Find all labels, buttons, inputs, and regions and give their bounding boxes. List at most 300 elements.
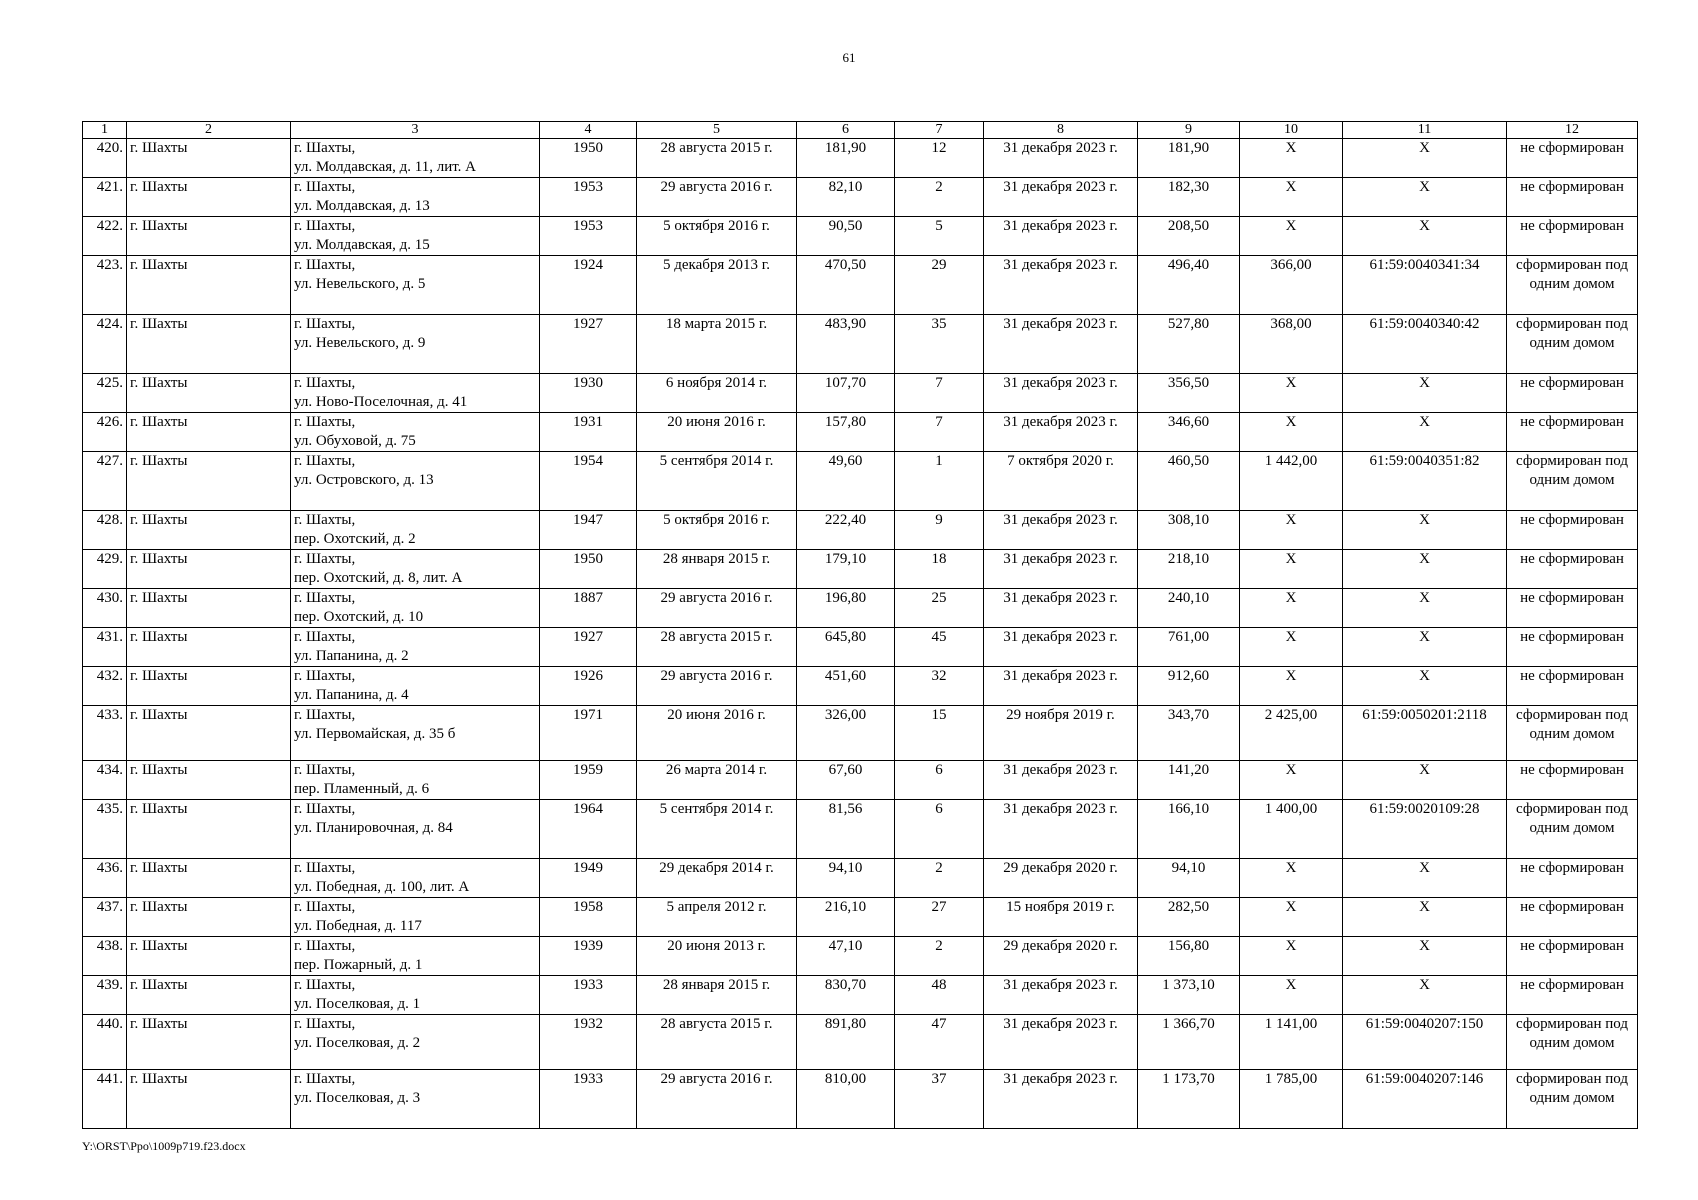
deadline-cell: 31 декабря 2023 г. <box>984 413 1138 452</box>
row-number: 426. <box>83 413 127 452</box>
area-cell: 216,10 <box>797 898 895 937</box>
address-cell <box>291 706 540 761</box>
residents-cell: 6 <box>895 761 984 800</box>
residents-cell: 1 <box>895 452 984 511</box>
year-cell: 1953 <box>540 217 637 256</box>
land-area-cell: 1 141,00 <box>1240 1015 1343 1070</box>
city-cell: г. Шахты <box>127 550 291 589</box>
address-city-line: г. Шахты, <box>294 512 356 528</box>
area-cell: 483,90 <box>797 315 895 374</box>
address-city-line: г. Шахты, <box>294 414 356 430</box>
residents-cell: 2 <box>895 178 984 217</box>
deadline-cell: 29 декабря 2020 г. <box>984 937 1138 976</box>
row-number: 427. <box>83 452 127 511</box>
table-row <box>83 217 1638 256</box>
address-street-line: ул. Невельского, д. 9 <box>294 335 426 351</box>
city-cell: г. Шахты <box>127 667 291 706</box>
land-area-cell: Х <box>1240 511 1343 550</box>
deadline-cell: 31 декабря 2023 г. <box>984 589 1138 628</box>
cadastral-number-cell: Х <box>1343 859 1507 898</box>
total-area-cell: 308,10 <box>1138 511 1240 550</box>
year-cell: 1931 <box>540 413 637 452</box>
table-row <box>83 550 1638 589</box>
table-row <box>83 256 1638 315</box>
year-cell: 1949 <box>540 859 637 898</box>
cadastral-number-cell: Х <box>1343 589 1507 628</box>
land-area-cell: Х <box>1240 178 1343 217</box>
column-number-row <box>83 122 1638 139</box>
date-cell: 20 июня 2013 г. <box>637 937 797 976</box>
land-area-cell: 1 400,00 <box>1240 800 1343 859</box>
land-status-cell: сформирован под одним домом <box>1507 315 1638 374</box>
land-area-cell: Х <box>1240 937 1343 976</box>
city-cell: г. Шахты <box>127 315 291 374</box>
area-cell: 82,10 <box>797 178 895 217</box>
table-row <box>83 761 1638 800</box>
address-cell <box>291 1015 540 1070</box>
row-number: 437. <box>83 898 127 937</box>
address-city-line: г. Шахты, <box>294 453 356 469</box>
residents-cell: 15 <box>895 706 984 761</box>
land-area-cell: 368,00 <box>1240 315 1343 374</box>
deadline-cell: 31 декабря 2023 г. <box>984 761 1138 800</box>
year-cell: 1927 <box>540 315 637 374</box>
city-cell: г. Шахты <box>127 217 291 256</box>
deadline-cell: 31 декабря 2023 г. <box>984 800 1138 859</box>
total-area-cell: 156,80 <box>1138 937 1240 976</box>
housing-registry-table <box>82 121 1638 1129</box>
cadastral-number-cell: 61:59:0020109:28 <box>1343 800 1507 859</box>
total-area-cell: 181,90 <box>1138 139 1240 178</box>
address-street-line: пер. Охотский, д. 2 <box>294 531 416 547</box>
city-cell: г. Шахты <box>127 706 291 761</box>
row-number: 430. <box>83 589 127 628</box>
residents-cell: 47 <box>895 1015 984 1070</box>
land-area-cell: Х <box>1240 761 1343 800</box>
year-cell: 1939 <box>540 937 637 976</box>
address-street-line: ул. Обуховой, д. 75 <box>294 433 416 449</box>
land-area-cell: Х <box>1240 976 1343 1015</box>
year-cell: 1933 <box>540 976 637 1015</box>
city-cell: г. Шахты <box>127 256 291 315</box>
residents-cell: 32 <box>895 667 984 706</box>
date-cell: 29 августа 2016 г. <box>637 589 797 628</box>
cadastral-number-cell: Х <box>1343 937 1507 976</box>
residents-cell: 35 <box>895 315 984 374</box>
date-cell: 5 октября 2016 г. <box>637 511 797 550</box>
date-cell: 20 июня 2016 г. <box>637 706 797 761</box>
year-cell: 1950 <box>540 550 637 589</box>
land-status-cell: сформирован под одним домом <box>1507 256 1638 315</box>
cadastral-number-cell: 61:59:0040351:82 <box>1343 452 1507 511</box>
row-number: 436. <box>83 859 127 898</box>
table-row <box>83 706 1638 761</box>
total-area-cell: 1 373,10 <box>1138 976 1240 1015</box>
address-cell <box>291 859 540 898</box>
cadastral-number-cell: Х <box>1343 178 1507 217</box>
row-number: 431. <box>83 628 127 667</box>
table-row <box>83 413 1638 452</box>
table-row <box>83 628 1638 667</box>
city-cell: г. Шахты <box>127 452 291 511</box>
land-area-cell: 1 442,00 <box>1240 452 1343 511</box>
land-status-cell: не сформирован <box>1507 667 1638 706</box>
address-street-line: ул. Папанина, д. 2 <box>294 648 409 664</box>
address-street-line: пер. Пожарный, д. 1 <box>294 957 423 973</box>
column-header: 2 <box>127 122 291 139</box>
total-area-cell: 282,50 <box>1138 898 1240 937</box>
land-status-cell: не сформирован <box>1507 976 1638 1015</box>
row-number: 439. <box>83 976 127 1015</box>
address-street-line: пер. Пламенный, д. 6 <box>294 781 430 797</box>
city-cell: г. Шахты <box>127 898 291 937</box>
residents-cell: 6 <box>895 800 984 859</box>
land-area-cell: Х <box>1240 217 1343 256</box>
city-cell: г. Шахты <box>127 1070 291 1129</box>
address-cell <box>291 898 540 937</box>
row-number: 421. <box>83 178 127 217</box>
cadastral-number-cell: Х <box>1343 550 1507 589</box>
land-area-cell: Х <box>1240 859 1343 898</box>
address-cell <box>291 937 540 976</box>
land-status-cell: не сформирован <box>1507 374 1638 413</box>
land-status-cell: не сформирован <box>1507 217 1638 256</box>
address-city-line: г. Шахты, <box>294 938 356 954</box>
cadastral-number-cell: Х <box>1343 761 1507 800</box>
cadastral-number-cell: Х <box>1343 976 1507 1015</box>
city-cell: г. Шахты <box>127 800 291 859</box>
cadastral-number-cell: Х <box>1343 628 1507 667</box>
date-cell: 26 марта 2014 г. <box>637 761 797 800</box>
table-row <box>83 898 1638 937</box>
date-cell: 5 декабря 2013 г. <box>637 256 797 315</box>
land-area-cell: Х <box>1240 374 1343 413</box>
row-number: 425. <box>83 374 127 413</box>
area-cell: 90,50 <box>797 217 895 256</box>
area-cell: 47,10 <box>797 937 895 976</box>
row-number: 428. <box>83 511 127 550</box>
year-cell: 1947 <box>540 511 637 550</box>
total-area-cell: 166,10 <box>1138 800 1240 859</box>
land-area-cell: Х <box>1240 139 1343 178</box>
row-number: 422. <box>83 217 127 256</box>
table-row <box>83 937 1638 976</box>
address-cell <box>291 178 540 217</box>
deadline-cell: 31 декабря 2023 г. <box>984 976 1138 1015</box>
cadastral-number-cell: Х <box>1343 413 1507 452</box>
date-cell: 28 августа 2015 г. <box>637 1015 797 1070</box>
residents-cell: 27 <box>895 898 984 937</box>
residents-cell: 5 <box>895 217 984 256</box>
land-status-cell: не сформирован <box>1507 859 1638 898</box>
land-status-cell: сформирован под одним домом <box>1507 452 1638 511</box>
deadline-cell: 15 ноября 2019 г. <box>984 898 1138 937</box>
deadline-cell: 7 октября 2020 г. <box>984 452 1138 511</box>
land-area-cell: Х <box>1240 413 1343 452</box>
column-header: 7 <box>895 122 984 139</box>
address-city-line: г. Шахты, <box>294 801 356 817</box>
row-number: 441. <box>83 1070 127 1129</box>
residents-cell: 7 <box>895 413 984 452</box>
land-area-cell: Х <box>1240 589 1343 628</box>
area-cell: 451,60 <box>797 667 895 706</box>
row-number: 424. <box>83 315 127 374</box>
address-street-line: ул. Ново-Поселочная, д. 41 <box>294 394 468 410</box>
land-status-cell: не сформирован <box>1507 898 1638 937</box>
date-cell: 5 сентября 2014 г. <box>637 452 797 511</box>
deadline-cell: 31 декабря 2023 г. <box>984 217 1138 256</box>
address-street-line: ул. Поселковая, д. 1 <box>294 996 421 1012</box>
deadline-cell: 31 декабря 2023 г. <box>984 1070 1138 1129</box>
total-area-cell: 240,10 <box>1138 589 1240 628</box>
row-number: 423. <box>83 256 127 315</box>
address-city-line: г. Шахты, <box>294 140 356 156</box>
total-area-cell: 208,50 <box>1138 217 1240 256</box>
cadastral-number-cell: 61:59:0040341:34 <box>1343 256 1507 315</box>
year-cell: 1930 <box>540 374 637 413</box>
address-city-line: г. Шахты, <box>294 257 356 273</box>
land-area-cell: 1 785,00 <box>1240 1070 1343 1129</box>
column-header: 12 <box>1507 122 1638 139</box>
deadline-cell: 31 декабря 2023 г. <box>984 667 1138 706</box>
cadastral-number-cell: 61:59:0040207:150 <box>1343 1015 1507 1070</box>
total-area-cell: 343,70 <box>1138 706 1240 761</box>
column-header: 8 <box>984 122 1138 139</box>
cadastral-number-cell: 61:59:0050201:2118 <box>1343 706 1507 761</box>
address-city-line: г. Шахты, <box>294 179 356 195</box>
land-area-cell: Х <box>1240 628 1343 667</box>
address-cell <box>291 800 540 859</box>
cadastral-number-cell: Х <box>1343 898 1507 937</box>
total-area-cell: 761,00 <box>1138 628 1240 667</box>
residents-cell: 2 <box>895 859 984 898</box>
area-cell: 222,40 <box>797 511 895 550</box>
land-status-cell: не сформирован <box>1507 413 1638 452</box>
row-number: 434. <box>83 761 127 800</box>
area-cell: 326,00 <box>797 706 895 761</box>
table-row <box>83 452 1638 511</box>
deadline-cell: 31 декабря 2023 г. <box>984 256 1138 315</box>
deadline-cell: 31 декабря 2023 г. <box>984 550 1138 589</box>
land-area-cell: Х <box>1240 667 1343 706</box>
address-street-line: ул. Папанина, д. 4 <box>294 687 409 703</box>
table-row <box>83 315 1638 374</box>
residents-cell: 12 <box>895 139 984 178</box>
residents-cell: 48 <box>895 976 984 1015</box>
cadastral-number-cell: Х <box>1343 139 1507 178</box>
land-area-cell: 366,00 <box>1240 256 1343 315</box>
date-cell: 28 августа 2015 г. <box>637 139 797 178</box>
cadastral-number-cell: 61:59:0040207:146 <box>1343 1070 1507 1129</box>
land-area-cell: 2 425,00 <box>1240 706 1343 761</box>
city-cell: г. Шахты <box>127 589 291 628</box>
row-number: 432. <box>83 667 127 706</box>
land-status-cell: не сформирован <box>1507 139 1638 178</box>
address-cell <box>291 452 540 511</box>
year-cell: 1933 <box>540 1070 637 1129</box>
address-cell <box>291 628 540 667</box>
page-number: 61 <box>842 50 856 65</box>
residents-cell: 45 <box>895 628 984 667</box>
area-cell: 645,80 <box>797 628 895 667</box>
table-row <box>83 589 1638 628</box>
land-status-cell: сформирован под одним домом <box>1507 800 1638 859</box>
land-status-cell: не сформирован <box>1507 589 1638 628</box>
address-cell <box>291 1070 540 1129</box>
deadline-cell: 31 декабря 2023 г. <box>984 315 1138 374</box>
column-header: 6 <box>797 122 895 139</box>
date-cell: 28 января 2015 г. <box>637 976 797 1015</box>
land-status-cell: не сформирован <box>1507 511 1638 550</box>
year-cell: 1959 <box>540 761 637 800</box>
residents-cell: 37 <box>895 1070 984 1129</box>
address-city-line: г. Шахты, <box>294 977 356 993</box>
address-cell <box>291 217 540 256</box>
address-city-line: г. Шахты, <box>294 860 356 876</box>
total-area-cell: 182,30 <box>1138 178 1240 217</box>
area-cell: 470,50 <box>797 256 895 315</box>
table-row <box>83 511 1638 550</box>
city-cell: г. Шахты <box>127 859 291 898</box>
total-area-cell: 1 366,70 <box>1138 1015 1240 1070</box>
table-row <box>83 1070 1638 1129</box>
area-cell: 81,56 <box>797 800 895 859</box>
address-city-line: г. Шахты, <box>294 707 356 723</box>
address-city-line: г. Шахты, <box>294 316 356 332</box>
date-cell: 29 декабря 2014 г. <box>637 859 797 898</box>
address-city-line: г. Шахты, <box>294 551 356 567</box>
total-area-cell: 460,50 <box>1138 452 1240 511</box>
city-cell: г. Шахты <box>127 139 291 178</box>
year-cell: 1927 <box>540 628 637 667</box>
total-area-cell: 1 173,70 <box>1138 1070 1240 1129</box>
land-status-cell: сформирован под одним домом <box>1507 706 1638 761</box>
total-area-cell: 356,50 <box>1138 374 1240 413</box>
address-city-line: г. Шахты, <box>294 899 356 915</box>
city-cell: г. Шахты <box>127 937 291 976</box>
column-header: 1 <box>83 122 127 139</box>
address-street-line: ул. Островского, д. 13 <box>294 472 434 488</box>
date-cell: 6 ноября 2014 г. <box>637 374 797 413</box>
land-status-cell: сформирован под одним домом <box>1507 1015 1638 1070</box>
area-cell: 107,70 <box>797 374 895 413</box>
cadastral-number-cell: 61:59:0040340:42 <box>1343 315 1507 374</box>
city-cell: г. Шахты <box>127 761 291 800</box>
row-number: 433. <box>83 706 127 761</box>
address-street-line: ул. Молдавская, д. 13 <box>294 198 430 214</box>
residents-cell: 18 <box>895 550 984 589</box>
column-header: 9 <box>1138 122 1240 139</box>
year-cell: 1964 <box>540 800 637 859</box>
table-row <box>83 1015 1638 1070</box>
file-path-footer: Y:\ORST\Ppo\1009p719.f23.docx <box>82 1139 246 1153</box>
cadastral-number-cell: Х <box>1343 217 1507 256</box>
area-cell: 67,60 <box>797 761 895 800</box>
cadastral-number-cell: Х <box>1343 667 1507 706</box>
address-cell <box>291 976 540 1015</box>
row-number: 420. <box>83 139 127 178</box>
column-header: 5 <box>637 122 797 139</box>
address-cell <box>291 256 540 315</box>
city-cell: г. Шахты <box>127 511 291 550</box>
address-street-line: пер. Охотский, д. 8, лит. А <box>294 570 463 586</box>
address-city-line: г. Шахты, <box>294 1071 356 1087</box>
total-area-cell: 496,40 <box>1138 256 1240 315</box>
table-row <box>83 667 1638 706</box>
address-city-line: г. Шахты, <box>294 629 356 645</box>
residents-cell: 9 <box>895 511 984 550</box>
year-cell: 1958 <box>540 898 637 937</box>
city-cell: г. Шахты <box>127 374 291 413</box>
date-cell: 29 августа 2016 г. <box>637 178 797 217</box>
total-area-cell: 346,60 <box>1138 413 1240 452</box>
land-status-cell: сформирован под одним домом <box>1507 1070 1638 1129</box>
address-street-line: ул. Поселковая, д. 3 <box>294 1090 421 1106</box>
column-header: 10 <box>1240 122 1343 139</box>
address-street-line: пер. Охотский, д. 10 <box>294 609 424 625</box>
column-header: 3 <box>291 122 540 139</box>
residents-cell: 2 <box>895 937 984 976</box>
total-area-cell: 912,60 <box>1138 667 1240 706</box>
city-cell: г. Шахты <box>127 178 291 217</box>
cadastral-number-cell: Х <box>1343 374 1507 413</box>
date-cell: 5 сентября 2014 г. <box>637 800 797 859</box>
address-cell <box>291 315 540 374</box>
land-status-cell: не сформирован <box>1507 937 1638 976</box>
address-city-line: г. Шахты, <box>294 762 356 778</box>
area-cell: 157,80 <box>797 413 895 452</box>
year-cell: 1954 <box>540 452 637 511</box>
city-cell: г. Шахты <box>127 976 291 1015</box>
area-cell: 830,70 <box>797 976 895 1015</box>
year-cell: 1887 <box>540 589 637 628</box>
year-cell: 1932 <box>540 1015 637 1070</box>
date-cell: 5 октября 2016 г. <box>637 217 797 256</box>
deadline-cell: 31 декабря 2023 г. <box>984 628 1138 667</box>
address-cell <box>291 667 540 706</box>
total-area-cell: 141,20 <box>1138 761 1240 800</box>
year-cell: 1924 <box>540 256 637 315</box>
land-status-cell: не сформирован <box>1507 550 1638 589</box>
table-row <box>83 178 1638 217</box>
deadline-cell: 31 декабря 2023 г. <box>984 178 1138 217</box>
table-row <box>83 976 1638 1015</box>
total-area-cell: 218,10 <box>1138 550 1240 589</box>
address-city-line: г. Шахты, <box>294 1016 356 1032</box>
area-cell: 49,60 <box>797 452 895 511</box>
address-cell <box>291 589 540 628</box>
year-cell: 1971 <box>540 706 637 761</box>
address-city-line: г. Шахты, <box>294 218 356 234</box>
deadline-cell: 31 декабря 2023 г. <box>984 511 1138 550</box>
date-cell: 18 марта 2015 г. <box>637 315 797 374</box>
date-cell: 29 августа 2016 г. <box>637 1070 797 1129</box>
year-cell: 1950 <box>540 139 637 178</box>
table-row <box>83 800 1638 859</box>
address-cell <box>291 550 540 589</box>
area-cell: 181,90 <box>797 139 895 178</box>
deadline-cell: 31 декабря 2023 г. <box>984 1015 1138 1070</box>
column-header: 4 <box>540 122 637 139</box>
address-street-line: ул. Поселковая, д. 2 <box>294 1035 421 1051</box>
deadline-cell: 31 декабря 2023 г. <box>984 139 1138 178</box>
land-status-cell: не сформирован <box>1507 761 1638 800</box>
address-cell <box>291 511 540 550</box>
land-status-cell: не сформирован <box>1507 628 1638 667</box>
address-city-line: г. Шахты, <box>294 668 356 684</box>
area-cell: 94,10 <box>797 859 895 898</box>
date-cell: 28 января 2015 г. <box>637 550 797 589</box>
